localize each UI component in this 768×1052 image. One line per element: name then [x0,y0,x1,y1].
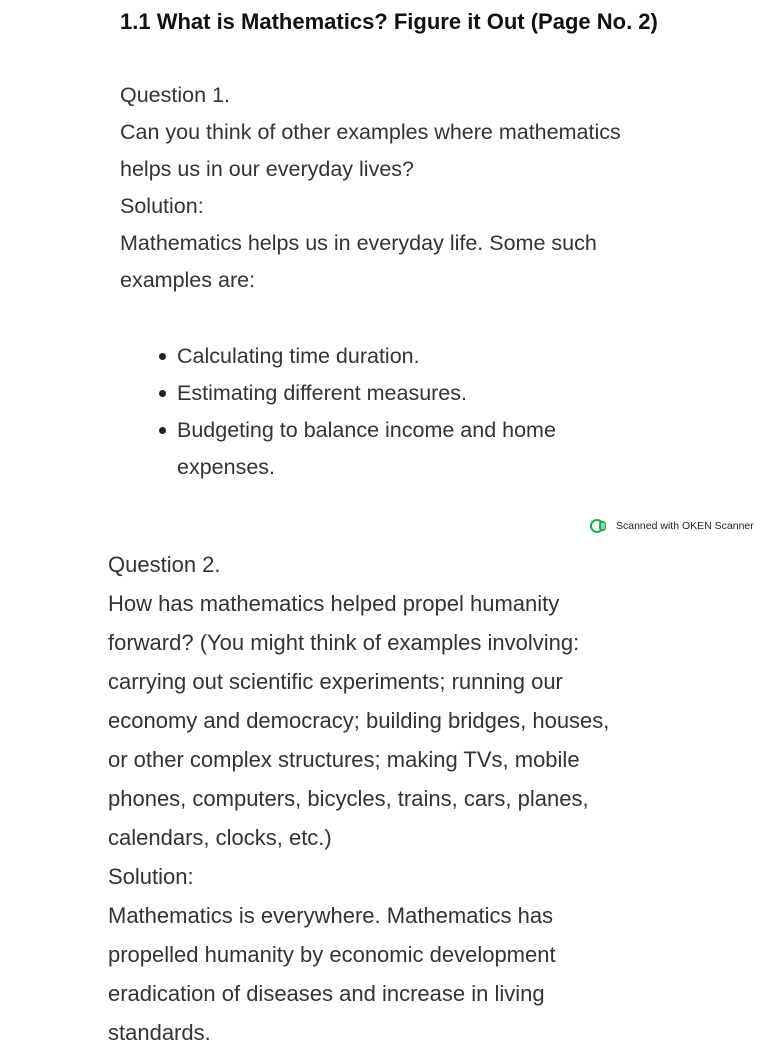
page-title: 1.1 What is Mathematics? Figure it Out (Page No. 2) [120,9,658,34]
watermark-text: Scanned with OKEN Scanner [616,520,754,532]
question-2-text-line: forward? (You might think of examples involving: [108,630,580,655]
question-1-text-line: Can you think of other examples where mathematics [120,120,621,144]
list-item-text-continued: expenses. [177,455,276,479]
oken-scanner-logo-icon [590,519,607,533]
list-item-text: Calculating time duration. [177,344,420,368]
scanner-watermark [590,516,754,536]
question-2-heading: Question 2. [108,552,221,577]
question-2-text-line: calendars, clocks, etc.) [108,825,332,850]
list-item [177,338,697,375]
question-2-text-line: How has mathematics helped propel humanity [108,591,560,616]
answer-2-text-line: standards. [108,1020,211,1045]
question-1-block [120,77,680,299]
question-1-text-line: helps us in our everyday lives? [120,157,414,181]
list-item [177,412,697,486]
bullet-icon [159,390,166,397]
answer-1-text-line: examples are: [120,268,256,292]
solution-label: Solution: [108,864,194,889]
answer-1-text-line: Mathematics helps us in everyday life. Some such [120,231,597,255]
list-item [177,375,697,412]
question-2-text-line: carrying out scientific experiments; running our [108,669,563,694]
question-2-text-line: or other complex structures; making TVs, mobile [108,747,580,772]
question-2-block [108,545,668,1052]
solution-label: Solution: [120,194,204,218]
list-item-text: Estimating different measures. [177,381,467,405]
question-2-text-line: phones, computers, bicycles, trains, cars, planes, [108,786,589,811]
bullet-icon [159,427,166,434]
question-2-text-line: economy and democracy; building bridges, houses, [108,708,610,733]
examples-list [120,338,697,486]
list-item-text: Budgeting to balance income and home [177,418,556,442]
answer-2-text-line: eradication of diseases and increase in living [108,981,545,1006]
answer-2-text-line: propelled humanity by economic development [108,942,556,967]
bullet-icon [159,353,166,360]
question-1-heading: Question 1. [120,83,230,107]
answer-2-text-line: Mathematics is everywhere. Mathematics has [108,903,554,928]
